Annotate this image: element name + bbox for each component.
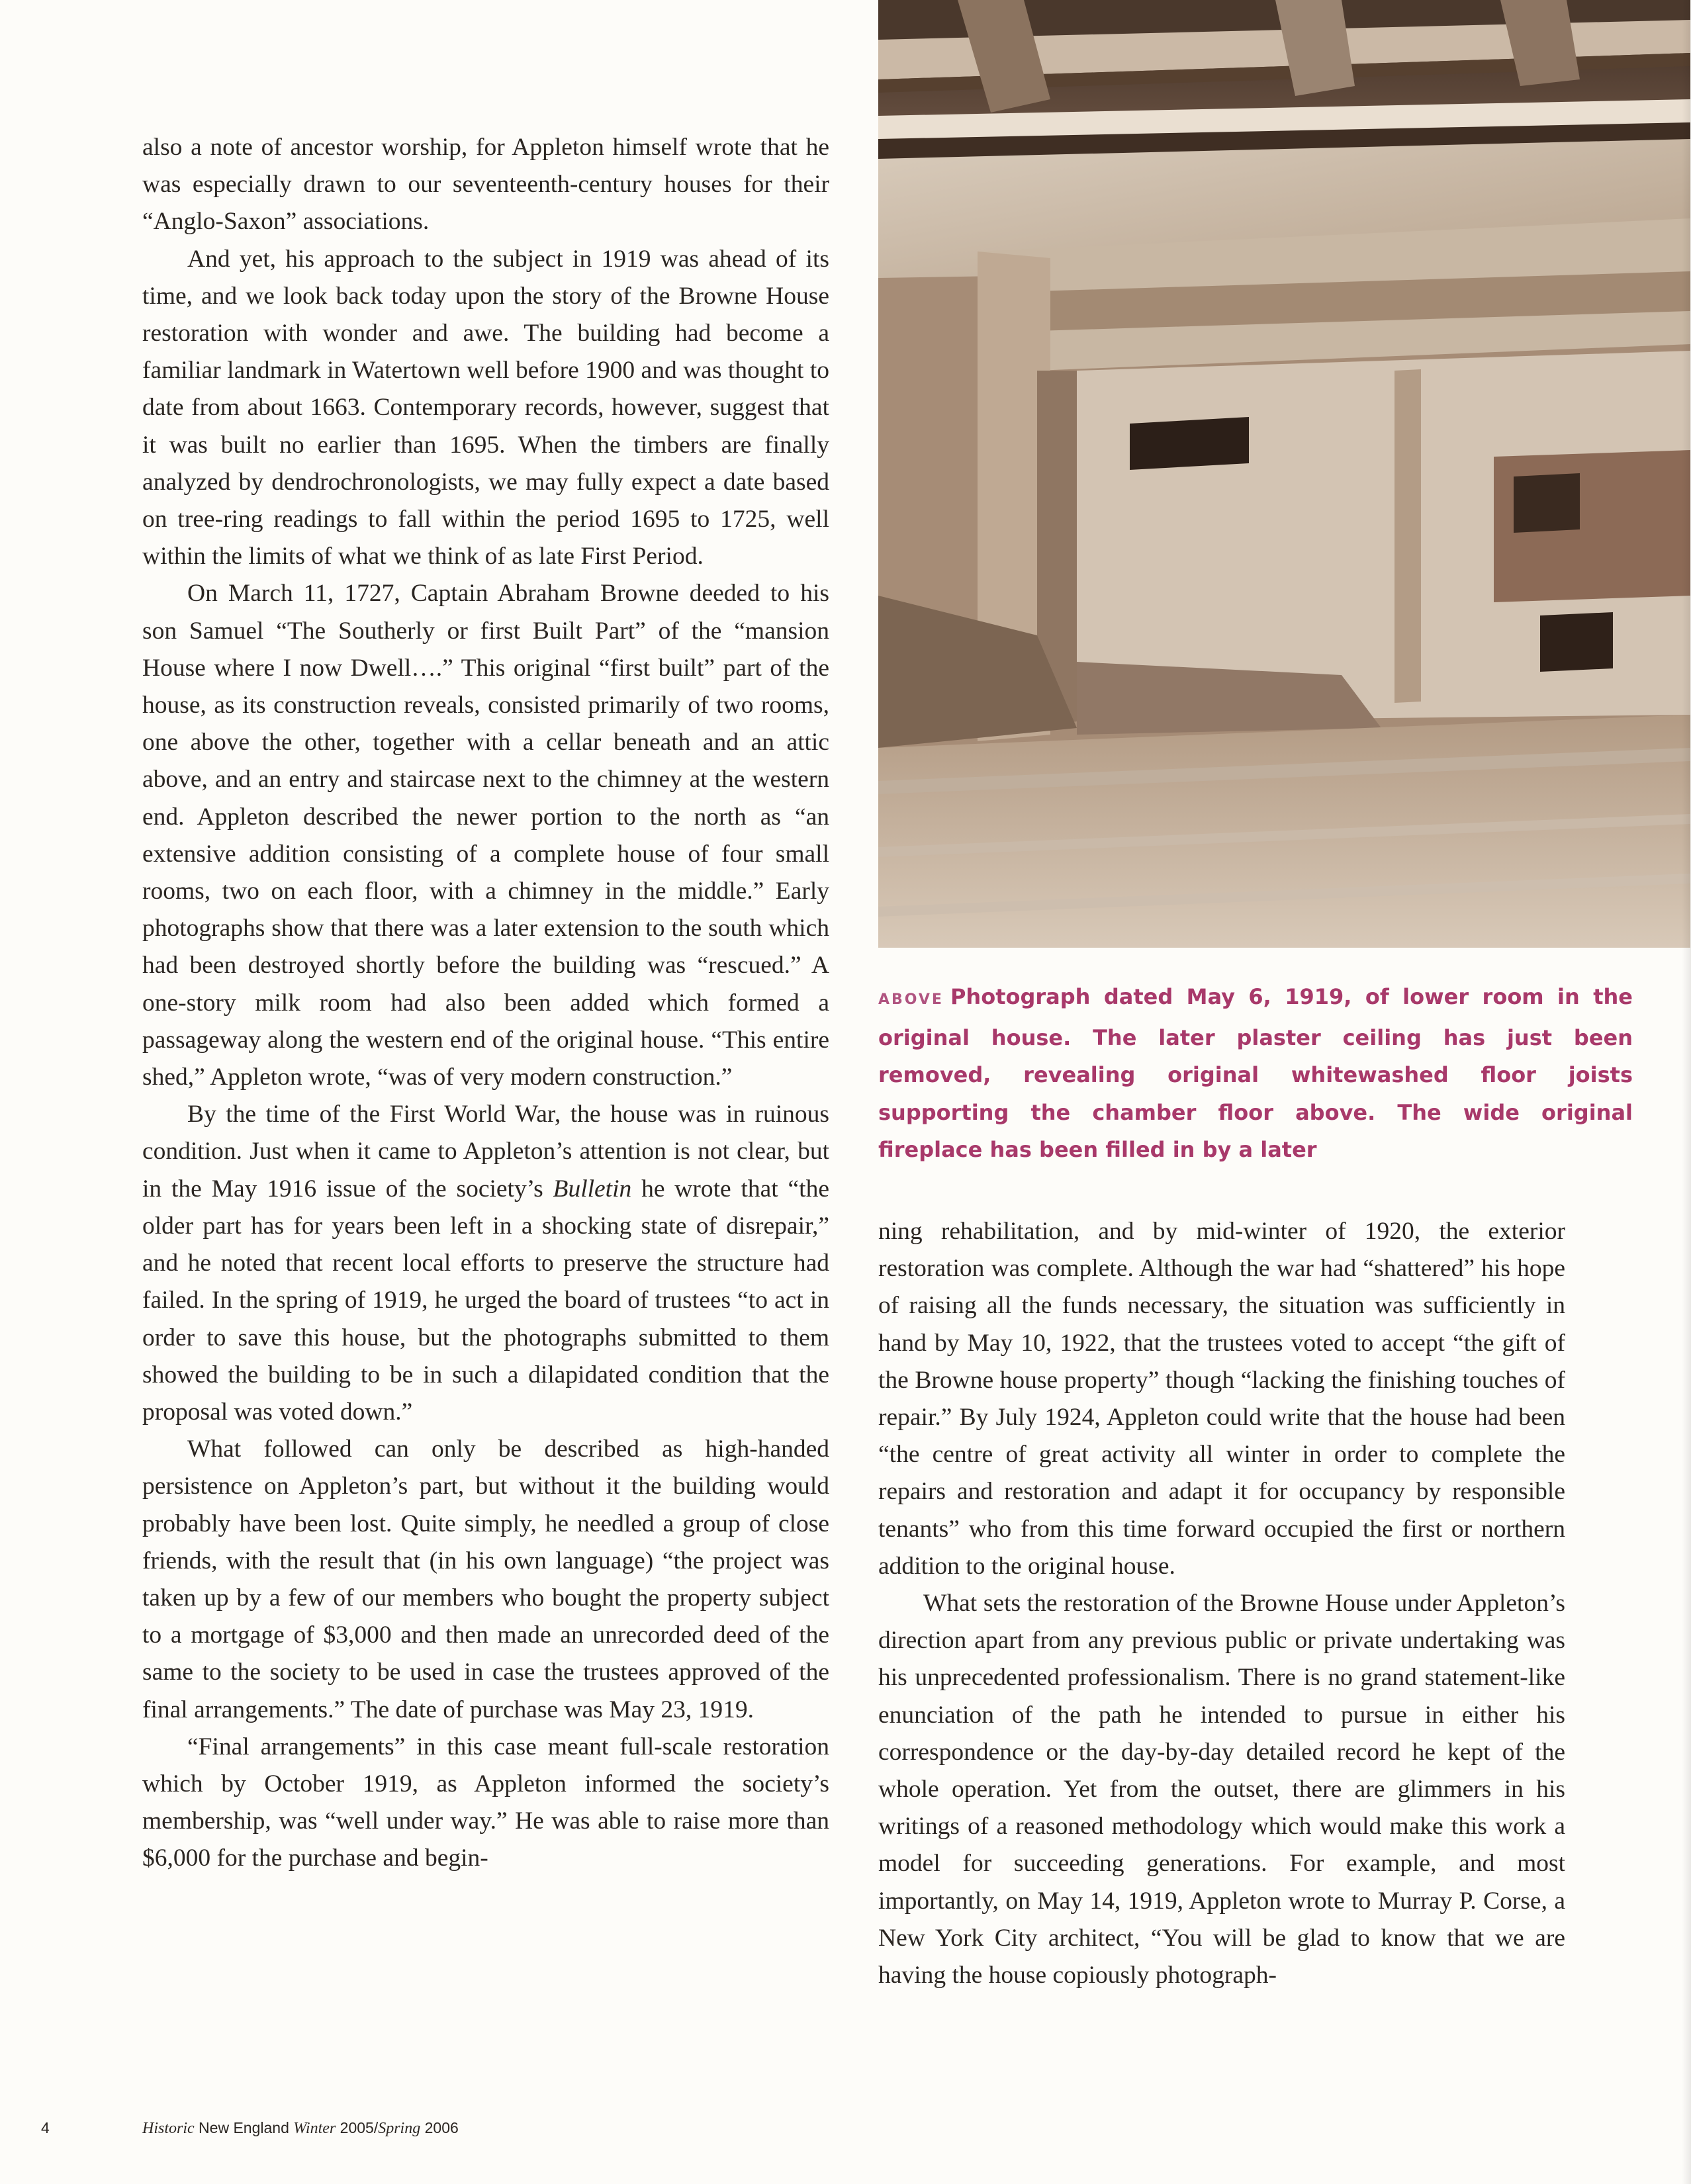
bulletin-title: Bulletin bbox=[553, 1175, 632, 1203]
right-text-column bbox=[878, 1213, 1565, 1994]
photo-caption bbox=[878, 978, 1633, 1169]
left-text-column bbox=[142, 129, 829, 1878]
paragraph: And yet, his approach to the subject in 1919 was ahead of its time, and we look back today upon the story of the Browne House restoration with wonder and awe. The building had become a familiar landmark in Watertown well before 1900 and was thought to date from about 1663. Contemporary records, however, suggest that it was built no earlier than 1695. When the timbers are finally analyzed by dendrochronologists, we may fully expect a date based on tree-ring readings to fall within the period 1695 to 1725, well within the limits of what we think of as late First Period. bbox=[142, 245, 829, 570]
pub-italic: Historic bbox=[142, 2120, 195, 2137]
publication-line bbox=[142, 2119, 459, 2138]
pub-roman: New England bbox=[194, 2119, 294, 2136]
paragraph: What followed can only be described as high-handed persistence on Appleton’s part, but without it the building would probably have been lost. Quite simply, he needled a group of close friends, with the result that (in his own language) “the project was taken up by a few of our members who bought the property subject to a mortgage of $3,000 and then made an unrecorded deed of the same to the society to be used in case the trustees approved of the final arrangements.” The date of purchase was May 23, 1919. bbox=[142, 1435, 829, 1723]
paragraph-text: By the time of the First World War, the house was in ruinous condition. Just when it came to Appleton’s attention is not clear, but in the May 1916 issue of the society’s bbox=[142, 1101, 829, 1203]
caption-text: Photograph dated May 6, 1919, of lower room in the original house. The later plaster ceiling has just been removed, revealing original whitewashed floor joists supporting the chamber floor above. The wide original fireplace has been filled in by a later bbox=[878, 984, 1633, 1162]
paragraph-text: he wrote that “the older part has for years been left in a shocking state of disrepair,” and he noted that recent local efforts to preserve the structure had failed. In the spring of 1919, he urged the board of trustees “to act in order to save this house, but the photographs submitted to them showed the building to be in such a dilapidated condition that the proposal was voted down.” bbox=[142, 1175, 829, 1426]
paragraph: ning rehabilitation, and by mid-winter of 1920, the exterior restoration was complete. Although the war had “shattered” his hope of raising all the funds necessary, the situation was sufficiently in hand by May 10, 1922, that the trustees voted to accept “the gift of the Browne house property” though “lacking the finishing touches of repair.” By July 1924, Appleton could write that the house had been “the centre of great activity all winter in order to complete the repairs and restoration and adapt it for occupancy by responsible tenants” who from this time forward occupied the first or northern addition to the original house. bbox=[878, 1218, 1565, 1580]
caption-label: ABOVE bbox=[878, 991, 944, 1008]
paragraph: also a note of ancestor worship, for Appleton himself wrote that he was especially drawn to our seventeenth-century houses for their “Anglo-Saxon” associations. bbox=[142, 134, 829, 236]
paragraph: “Final arrangements” in this case meant full-scale restoration which by October 1919, as Appleton informed the society’s membership, was “well under way.” He was able to raise more than $6,000 for the purchase and begin- bbox=[142, 1733, 829, 1872]
page-edge-shadow bbox=[1682, 0, 1691, 2184]
paragraph: On March 11, 1727, Captain Abraham Browne deeded to his son Samuel “The Southerly or first Built Part” of the “mansion House where I now Dwell….” This original “first built” part of the house, as its construction reveals, consisted primarily of two rooms, one above the other, together with a cellar beneath and an attic above, and an entry and staircase next to the chimney at the western end. Appleton described the newer portion to the north as “an extensive addition consisting of a complete house of four small rooms, two on each floor, with a chimney in the middle.” Early photographs show that there was a later extension to the south which had been destroyed shortly before the building was “rescued.” A one-story milk room had also been added which formed a passageway along the western end of the original house. “This entire shed,” Appleton wrote, “was of very modern construction.” bbox=[142, 580, 829, 1091]
pub-roman: 2005/ bbox=[336, 2119, 379, 2136]
page-footer bbox=[0, 2119, 728, 2146]
fireplace-photograph bbox=[878, 0, 1690, 948]
paragraph: What sets the restoration of the Browne House under Appleton’s direction apart from any previous public or private undertaking was his unprecedented professionalism. There is no grand statement-like enunciation of the path he intended to pursue in either his correspondence or the day-by-day detailed record he kept of the whole operation. Yet from the outset, there are glimmers in his writings of a reasoned methodology which would make this work a model for succeeding generations. For example, and most importantly, on May 14, 1919, Appleton wrote to Murray P. Corse, a New York City architect, “You will be glad to know that we are having the house copiously photograph- bbox=[878, 1590, 1565, 1989]
pub-roman: 2006 bbox=[420, 2119, 459, 2136]
paragraph bbox=[142, 1096, 829, 1431]
page-number: 4 bbox=[41, 2119, 50, 2136]
pub-italic: Winter bbox=[293, 2120, 336, 2137]
fireplace-photograph-image bbox=[878, 0, 1690, 948]
pub-italic: Spring bbox=[378, 2120, 421, 2137]
